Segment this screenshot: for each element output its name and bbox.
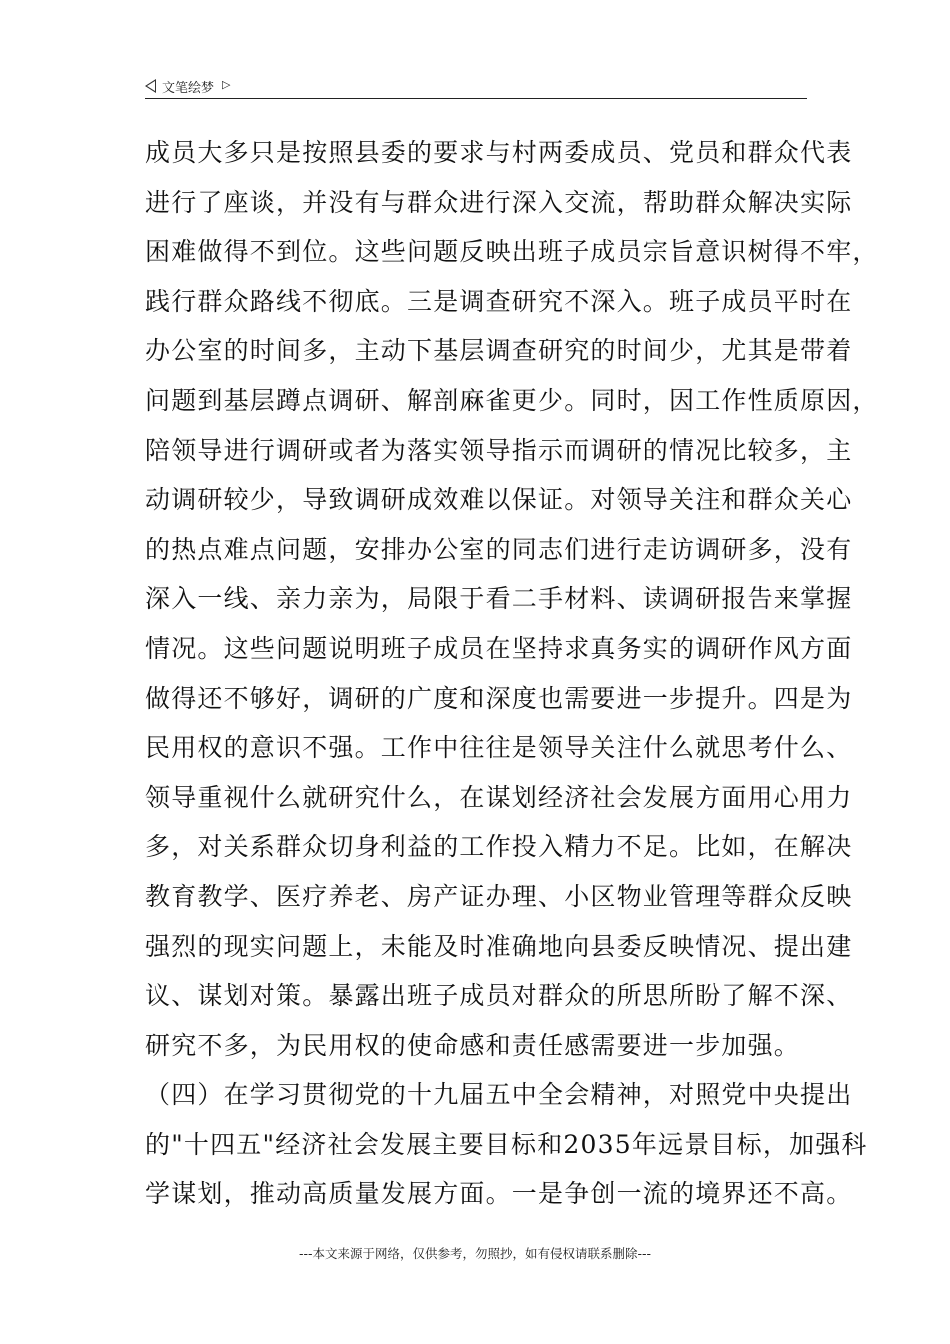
text-line: 办公室的时间多，主动下基层调查研究的时间少，尤其是带着 (145, 336, 853, 366)
text-line: 践行群众路线不彻底。三是调查研究不深入。班子成员平时在 (145, 286, 853, 316)
text-line: 深入一线、亲力亲为，局限于看二手材料、读调研报告来掌握 (145, 584, 853, 614)
text-line: 的热点难点问题，安排办公室的同志们进行走访调研多，没有 (145, 534, 853, 564)
triangle-right-icon: ▷ (222, 77, 231, 91)
header-title: 文笔绘梦 (162, 80, 215, 96)
footer-disclaimer: ---本文来源于网络，仅供参考，勿照抄，如有侵权请联系删除--- (298, 1246, 652, 1261)
text-line: 做得还不够好，调研的广度和深度也需要进一步提升。四是为 (145, 683, 853, 713)
text-line: 多，对关系群众切身利益的工作投入精力不足。比如，在解决 (145, 832, 853, 862)
text-line: 研究不多，为民用权的使命感和责任感需要进一步加强。 (145, 1030, 801, 1060)
text-line: 困难做得不到位。这些问题反映出班子成员宗旨意识树得不牢， (145, 237, 879, 267)
text-line: （四）在学习贯彻党的十九届五中全会精神，对照党中央提出 (145, 1080, 853, 1110)
document-body (145, 128, 879, 1219)
text-line: 情况。这些问题说明班子成员在坚持求真务实的调研作风方面 (145, 633, 853, 663)
text-line: 强烈的现实问题上，未能及时准确地向县委反映情况、提出建 (145, 931, 853, 961)
text-line: 议、谋划对策。暴露出班子成员对群众的所思所盼了解不深、 (145, 981, 853, 1011)
triangle-left-icon (145, 79, 156, 93)
text-line: 学谋划，推动高质量发展方面。一是争创一流的境界还不高。 (145, 1179, 853, 1209)
text-line: 成员大多只是按照县委的要求与村两委成员、党员和群众代表 (145, 138, 853, 167)
text-line: 进行了座谈，并没有与群众进行深入交流，帮助群众解决实际 (145, 187, 853, 217)
header-divider (145, 98, 807, 99)
text-line: 教育教学、医疗养老、房产证办理、小区物业管理等群众反映 (145, 881, 853, 911)
text-line: 民用权的意识不强。工作中往往是领导关注什么就思考什么、 (145, 733, 853, 763)
page-header (145, 74, 807, 98)
text-line: 的"十四五"经济社会发展主要目标和2035年远景目标，加强科 (145, 1129, 868, 1159)
text-line: 问题到基层蹲点调研、解剖麻雀更少。同时，因工作性质原因， (145, 385, 879, 415)
text-line: 动调研较少，导致调研成效难以保证。对领导关注和群众关心 (145, 485, 853, 515)
text-line: 陪领导进行调研或者为落实领导指示而调研的情况比较多，主 (145, 435, 853, 465)
text-line: 领导重视什么就研究什么，在谋划经济社会发展方面用心用力 (145, 782, 853, 812)
